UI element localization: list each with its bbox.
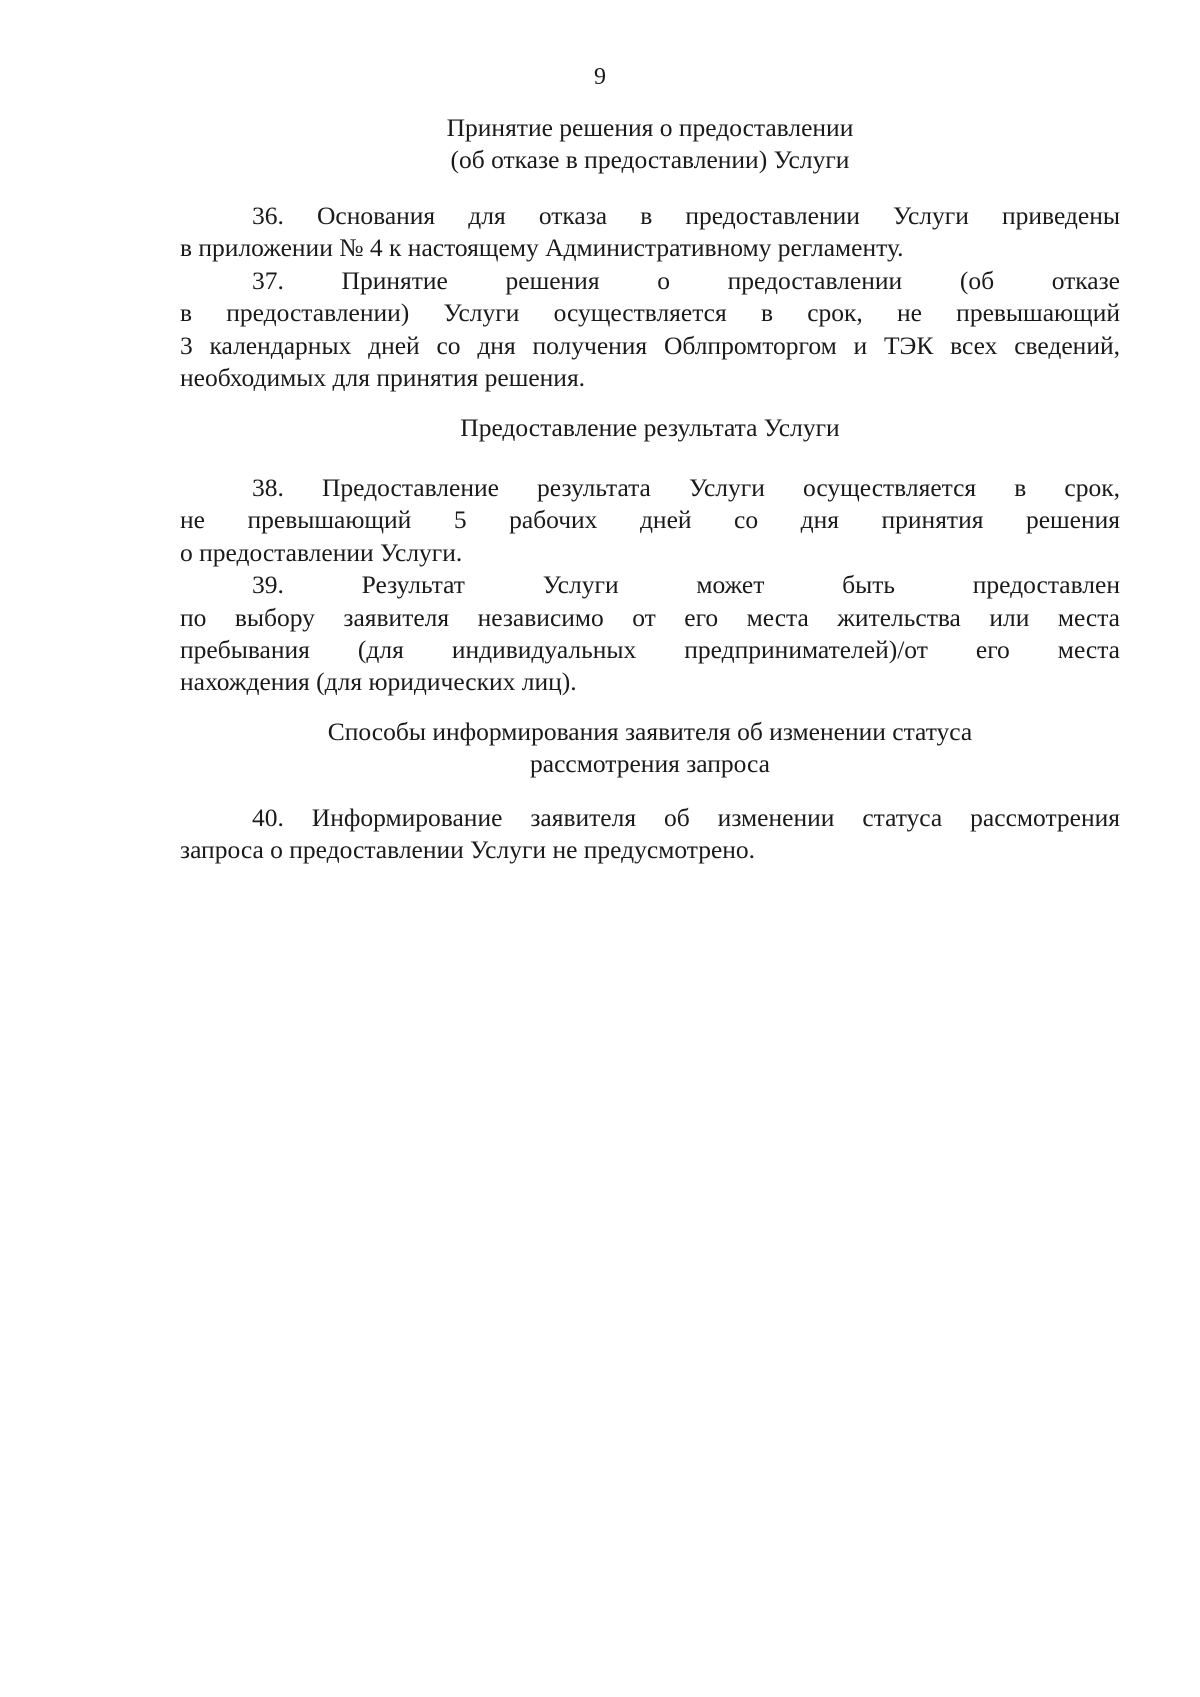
text-line: 3 календарных дней со дня получения Облпромторгом и ТЭК всех сведений, [180, 330, 1120, 360]
heading-line: Предоставление результата Услуги [460, 413, 840, 442]
page-number: 9 [594, 64, 606, 90]
heading-line: рассмотрения запроса [530, 749, 770, 778]
text-line: 36. Основания для отказа в предоставлении Услуги приведены [252, 201, 1120, 230]
paragraph-40 [180, 802, 1120, 867]
heading-line: Принятие решения о предоставлении [446, 113, 854, 142]
section-heading-informing [180, 716, 1120, 780]
paragraph-36 [180, 200, 1120, 265]
section-heading-result [180, 412, 1120, 444]
text-line: в приложении № 4 к настоящему Административному регламенту. [180, 233, 904, 263]
paragraph-39 [180, 569, 1120, 699]
paragraph-37 [180, 265, 1120, 395]
text-line: 39. Результат Услуги может быть предоставлен [252, 570, 1120, 600]
text-line: нахождения (для юридических лиц). [180, 667, 577, 697]
text-line: по выбору заявителя независимо от его места жительства или места [180, 602, 1120, 632]
text-line: необходимых для принятия решения. [180, 362, 586, 392]
text-line: пребывания (для индивидуальных предпринимателей)/от его места [180, 634, 1120, 664]
text-line: запроса о предоставлении Услуги не предусмотрено. [180, 835, 756, 865]
section-heading-decision [180, 112, 1120, 176]
text-line: 40. Информирование заявителя об изменении статуса рассмотрения [252, 803, 1120, 832]
text-line: 37. Принятие решения о предоставлении (об отказе [252, 265, 1120, 295]
text-line: о предоставлении Услуги. [180, 537, 463, 567]
paragraph-38 [180, 472, 1120, 569]
text-line: 38. Предоставление результата Услуги осуществляется в срок, [252, 473, 1120, 502]
text-line: в предоставлении) Услуги осуществляется в срок, не превышающий [180, 298, 1120, 328]
heading-line: Способы информирования заявителя об изменении статуса [327, 717, 973, 746]
text-line: не превышающий 5 рабочих дней со дня принятия решения [180, 505, 1120, 535]
heading-line: (об отказе в предоставлении) Услуги [450, 145, 850, 174]
